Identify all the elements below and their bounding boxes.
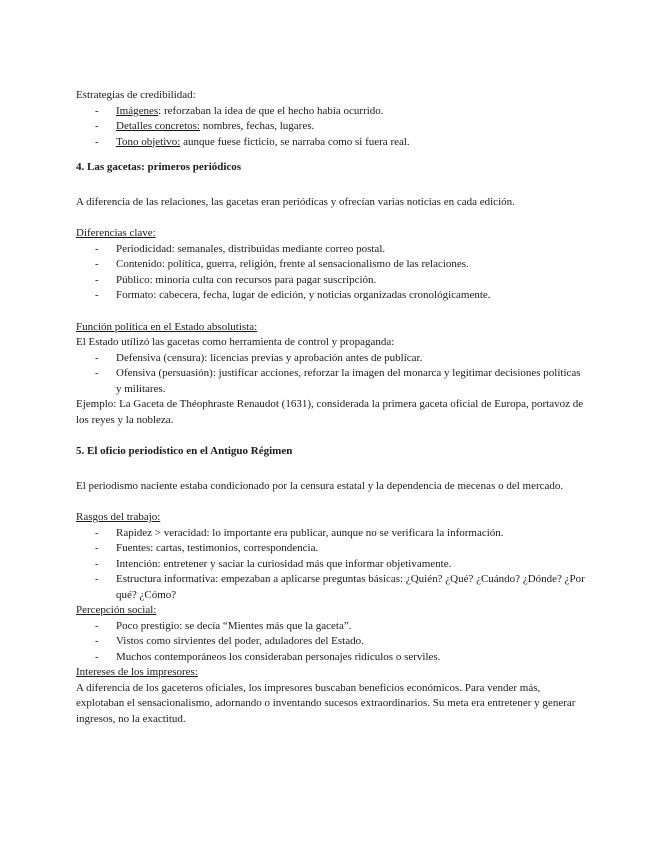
political-heading: Función política en el Estado absolutista: [76,320,258,333]
list-item: - Poco prestigio: se decía “Mientes más que la gaceta”. [76,619,586,635]
item-label: Imágenes [116,104,159,117]
bullet-dash: - [95,526,99,539]
bullet-dash: - [95,104,99,117]
section-5-title: 5. El oficio periodístico en el Antiguo Régimen [76,445,293,457]
list-item [76,119,586,135]
item-text: nombres, fechas, lugares. [200,120,315,132]
item-label: Tono objetivo: [116,135,181,148]
list-item [76,104,586,120]
example-paragraph: Ejemplo: La Gaceta de Théophraste Renaudot (1631), considerada la primera gaceta oficial de Europa, portavoz de los reyes y la nobleza. [76,398,584,426]
list-item: - Vistos como sirvientes del poder, aduladores del Estado. [76,634,586,650]
perception-list [76,619,586,666]
bullet-dash: - [95,650,99,663]
section-4-title: 4. Las gacetas: primeros periódicos [76,161,242,173]
traits-heading: Rasgos del trabajo: [76,511,161,523]
bullet-dash: - [95,619,99,632]
differences-heading: Diferencias clave: [76,227,156,239]
perception-heading: Percepción social: [76,604,157,616]
item-label: Detalles concretos: [116,120,200,132]
bullet-dash: - [95,258,99,270]
item-text: : reforzaban la idea de que el hecho había ocurrido. [158,104,384,117]
list-item: - Formato: cabecera, fecha, lugar de edición, y noticias organizadas cronológicamente. [76,288,586,304]
list-item: - Contenido: política, guerra, religión, frente al sensacionalismo de las relaciones. [76,257,586,273]
list-item: - Intención: entretener y saciar la curiosidad más que informar objetivamente. [76,557,586,573]
section-5-intro: El periodismo naciente estaba condicionado por la censura estatal y la dependencia de mecenas o del mercado. [76,479,564,492]
printers-heading: Intereses de los impresores: [76,666,198,678]
bullet-dash: - [95,635,99,647]
credibility-list [76,104,586,151]
bullet-dash: - [95,351,99,364]
bullet-dash: - [95,557,99,570]
bullet-dash: - [95,542,99,554]
list-item: - Ofensiva (persuasión): justificar acciones, reforzar la imagen del monarca y legitimar decisiones políticas y militares. [95,367,581,395]
list-item: - Defensiva (censura): licencias previas y aprobación antes de publicar. [76,351,586,367]
bullet-dash: - [95,573,99,585]
list-item [76,135,586,151]
list-item: - Estructura informativa: empezaban a aplicarse preguntas básicas: ¿Quién? ¿Qué? ¿Cuándo? ¿Dónde? ¿Por qué? ¿Cómo? [95,573,585,601]
list-item: - Fuentes: cartas, testimonios, correspondencia. [76,541,586,557]
item-text: aunque fuese ficticio, se narraba como si fuera real. [180,135,410,148]
document-page [76,88,586,727]
list-item: - Periodicidad: semanales, distribuidas mediante correo postal. [76,242,586,258]
credibility-heading: Estrategias de credibilidad: [76,89,196,101]
traits-list [76,526,586,604]
bullet-dash: - [95,273,99,286]
bullet-dash: - [95,289,99,301]
differences-list [76,242,586,304]
bullet-dash: - [95,367,99,379]
bullet-dash: - [95,120,99,132]
bullet-dash: - [95,242,99,255]
political-list [76,351,586,398]
political-intro: El Estado utilizó las gacetas como herramienta de control y propaganda: [76,336,395,348]
printers-paragraph: A diferencia de los gaceteros oficiales, los impresores buscaban beneficios económicos. Para vender más, explotaban el sensacionalismo, adornando o inventando sucesos extraordinarios. Su meta era entretener y generar ingresos, no la exactitud. [76,681,576,725]
bullet-dash: - [95,135,99,148]
list-item: - Muchos contemporáneos los consideraban personajes ridículos o serviles. [76,650,586,666]
list-item: - Rapidez > veracidad: lo importante era publicar, aunque no se verificara la información. [76,526,586,542]
section-4-intro: A diferencia de las relaciones, las gacetas eran periódicas y ofrecían varias noticias en cada edición. [76,195,515,208]
list-item: - Público: minoría culta con recursos para pagar suscripción. [76,273,586,289]
